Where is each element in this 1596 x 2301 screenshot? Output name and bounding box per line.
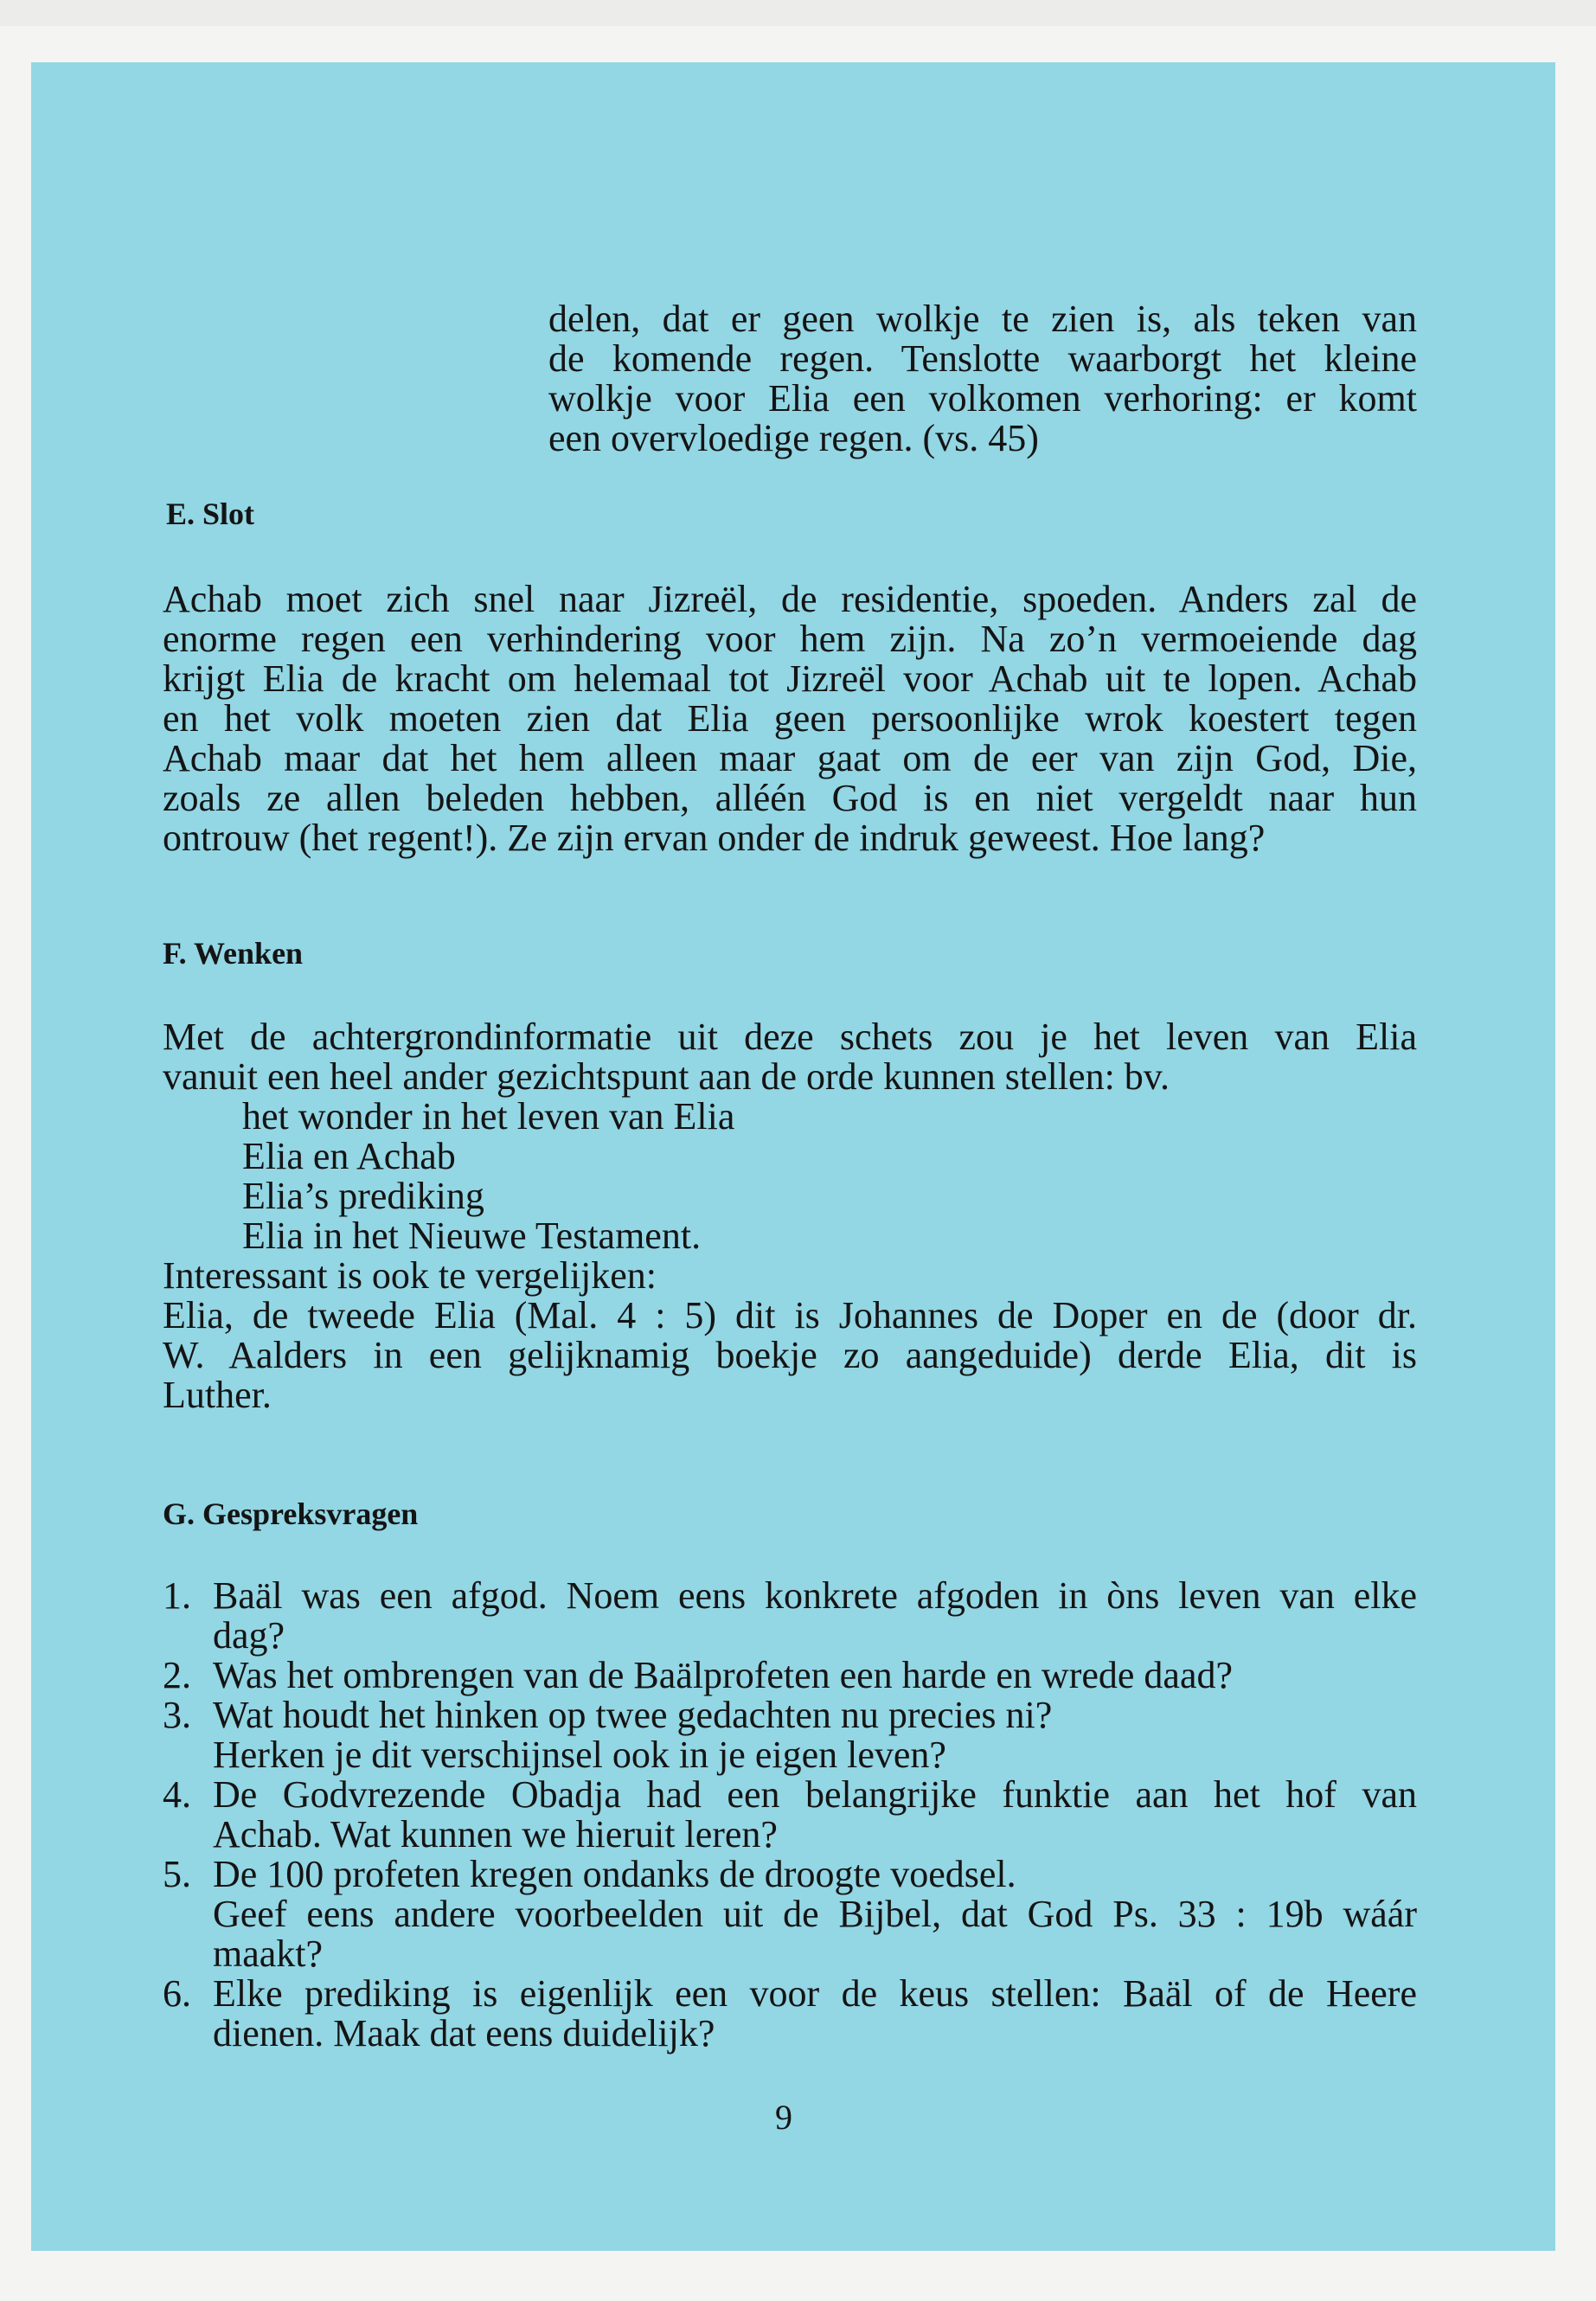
heading-gespreksvragen: G. Gespreksvragen [163,1497,419,1531]
intro-paragraph [548,299,1417,458]
intro-line: delen, dat er geen wolkje te zien is, als teken van [548,298,1417,340]
wenken-topics [242,1097,734,1256]
intro-line: een overvloedige regen. (vs. 45) [548,417,1039,459]
question-line: Achab. Wat kunnen we hieruit leren? [213,1813,778,1856]
question-6 [163,1974,1417,2054]
question-line: dag? [213,1614,285,1657]
question-line: Geef eens andere voorbeelden uit de Bijbel, dat God Ps. 33 : 19b wáár [213,1893,1417,1935]
topic-item: Elia’s prediking [242,1175,484,1217]
question-number: 5. [163,1853,191,1895]
slot-line: zoals ze allen beleden hebben, alléén God is en niet vergeldt naar hun [163,777,1417,819]
heading-slot: E. Slot [166,497,255,531]
compare-line: W. Aalders in een gelijknamig boekje zo aangeduide) derde Elia, dit is [163,1334,1417,1376]
slot-line: krijgt Elia de kracht om helemaal tot Jizreël voor Achab uit te lopen. Achab [163,657,1417,700]
scan-border [0,0,1596,26]
slot-line: Achab maar dat het hem alleen maar gaat om de eer van zijn God, Die, [163,737,1417,779]
question-2 [163,1656,1417,1695]
question-1 [163,1576,1417,1656]
question-number: 6. [163,1972,191,2015]
slot-line: enorme regen een verhindering voor hem zijn. Na zo’n vermoeiende dag [163,618,1417,660]
question-4 [163,1775,1417,1855]
page-number: 9 [775,2098,792,2137]
question-number: 3. [163,1694,191,1736]
topic-item: Elia en Achab [242,1135,456,1177]
compare-line: Elia, de tweede Elia (Mal. 4 : 5) dit is Johannes de Doper en de (door dr. [163,1294,1417,1336]
question-line: Was het ombrengen van de Baälprofeten een harde en wrede daad? [213,1654,1233,1696]
question-line: Baäl was een afgod. Noem eens konkrete afgoden in òns leven van elke [213,1574,1417,1617]
question-line: Wat houdt het hinken op twee gedachten nu precies ni? [213,1694,1053,1736]
compare-line: Luther. [163,1374,272,1416]
heading-wenken: F. Wenken [163,936,304,971]
topic-item: het wonder in het leven van Elia [242,1095,735,1138]
question-line: De Godvrezende Obadja had een belangrijke funktie aan het hof van [213,1773,1417,1816]
question-line: Herken je dit verschijnsel ook in je eigen leven? [213,1734,946,1776]
slot-paragraph [163,580,1417,858]
question-line: maakt? [213,1932,324,1975]
question-number: 4. [163,1773,191,1816]
question-line: dienen. Maak dat eens duidelijk? [213,2012,715,2054]
slot-line: ontrouw (het regent!). Ze zijn ervan onder de indruk geweest. Hoe lang? [163,817,1266,859]
question-number: 1. [163,1574,191,1617]
slot-line: Achab moet zich snel naar Jizreël, de residentie, spoeden. Anders zal de [163,578,1417,620]
compare-paragraph [163,1296,1417,1415]
wenken-line: Met de achtergrondinformatie uit deze schets zou je het leven van Elia [163,1016,1417,1058]
topic-item: Elia in het Nieuwe Testament. [242,1215,702,1257]
slot-line: en het volk moeten zien dat Elia geen persoonlijke wrok koestert tegen [163,697,1417,740]
question-number: 2. [163,1654,191,1696]
question-line: Elke prediking is eigenlijk een voor de keus stellen: Baäl of de Heere [213,1972,1417,2015]
question-line: De 100 profeten kregen ondanks de droogte voedsel. [213,1853,1016,1895]
intro-line: de komende regen. Tenslotte waarborgt het kleine [548,337,1417,380]
intro-line: wolkje voor Elia een volkomen verhoring: er komt [548,377,1417,420]
wenken-line: vanuit een heel ander gezichtspunt aan de orde kunnen stellen: bv. [163,1055,1170,1098]
compare-label: Interessant is ook te vergelijken: [163,1254,657,1297]
question-5 [163,1855,1417,1974]
question-3 [163,1695,1417,1775]
wenken-intro [163,1017,1417,1097]
